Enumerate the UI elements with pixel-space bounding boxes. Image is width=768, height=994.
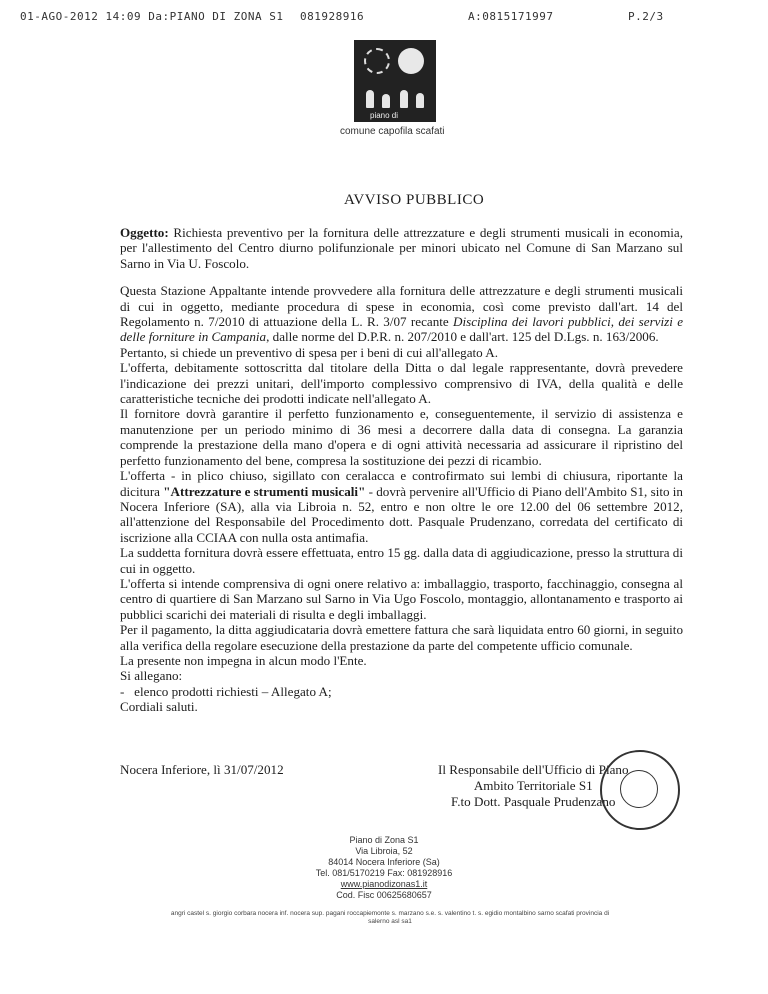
- envelope-label: "Attrezzature e strumenti musicali": [163, 483, 366, 499]
- paragraph-1-end: , dalle norme del D.P.R. n. 207/2010 e dall'art. 125 del D.Lgs. n. 163/2006.: [266, 329, 659, 345]
- footer-line: Tel. 081/5170219 Fax: 081928916: [315, 868, 453, 878]
- fax-from-number: 081928916: [300, 10, 365, 23]
- document-title: AVVISO PUBBLICO: [344, 192, 485, 208]
- paragraph-4: Il fornitore dovrà garantire il perfetto funzionamento e, conseguentemente, il servizio di assistenza e manutenzione per un periodo minimo di 36 mesi a decorrere dalla data di consegna. La garanzia comprende la prestazione della mano d'opera e di ogni attività necessaria ad assicurare il ripristino del perfetto funzionamento del bene, compresa la sostituzione dei pezzi di ricambio.: [120, 406, 683, 468]
- smiley-icon: [398, 48, 424, 74]
- subject-paragraph: [120, 225, 683, 271]
- piano-di-zona-logo: [354, 40, 436, 122]
- paragraph-5: [120, 468, 683, 545]
- fax-to-number: A:0815171997: [468, 10, 554, 23]
- document-body: [120, 225, 683, 715]
- paragraph-5-text: L'offerta - in plico chiuso, sigillato con ceralacca e controfirmato sui lembi di chiusura, riportante la dicitura: [120, 468, 683, 499]
- fax-page: P.2/3: [628, 10, 664, 23]
- signer-name: F.to Dott. Pasquale Prudenzano: [451, 794, 616, 809]
- footer-line: Cod. Fisc 00625680657: [336, 890, 432, 900]
- subject-label: Oggetto:: [120, 225, 169, 240]
- signer-role: Il Responsabile dell'Ufficio di Piano: [438, 762, 629, 777]
- paragraph-6: La suddetta fornitura dovrà essere effettuata, entro 15 gg. dalla data di aggiudicazione, presso la struttura di cui in oggetto.: [120, 545, 683, 576]
- official-stamp: [600, 750, 680, 830]
- place-date: Nocera Inferiore, lì 31/07/2012: [120, 762, 284, 777]
- footer-line: Via Libroia, 52: [355, 846, 413, 856]
- paragraph-7: L'offerta si intende comprensiva di ogni onere relativo a: imballaggio, trasporto, facchinaggio, consegna al centro di quartiere di San Marzano sul Sarno in Via Ugo Foscolo, montaggio, allontanamento e trasporto ai pubblici scarichi dei materiali di risulta e degli imballaggi.: [120, 575, 683, 622]
- paragraph-3: L'offerta, debitamente sottoscritta dal titolare della Ditta o dal legale rappresentante, dovrà prevedere l'indicazione dei prezzi unitari, dell'importo complessivo comprensivo di IVA, della qualità e delle caratteristiche tecniche dei prodotti indicate nell'allegato A.: [120, 360, 683, 407]
- paragraph-10: Si allegano:: [120, 668, 183, 684]
- attachment-item: - elenco prodotti richiesti – Allegato A;: [120, 683, 332, 699]
- footer-website: www.pianodizonas1.it: [340, 879, 428, 889]
- stamp-emblem-icon: [620, 770, 658, 808]
- footer-line: 84014 Nocera Inferiore (Sa): [328, 857, 440, 867]
- footer-municipalities: [100, 910, 680, 926]
- paragraph-8: Per il pagamento, la ditta aggiudicataria dovrà emettere fattura che sarà liquidata entro 60 giorni, in seguito alla verifica della regolare esecuzione della prestazione da parte del competente ufficio comunale.: [120, 622, 683, 653]
- sun-icon: [364, 48, 390, 74]
- paragraph-1-text: Questa Stazione Appaltante intende provvedere alla fornitura delle attrezzature e degli strumenti musicali di cui in oggetto, mediante procedura di spese in economia, così come previsto dall'art. 14 del Regolamento n. 7/2010 di attuazione della L. R. 3/07 recante: [120, 283, 683, 330]
- paragraph-1: [120, 283, 683, 345]
- municipalities-line: angri castel s. giorgio corbara nocera inf. nocera sup. pagani roccapiemonte s. marzano s.e. s. valentino t. s. egidio montalbino sarno scafati provincia di: [170, 910, 610, 917]
- municipalities-line: salerno asl sa1: [368, 918, 412, 925]
- logo-caption: comune capofila scafati: [340, 126, 445, 137]
- fax-datetime: 01-AGO-2012 14:09 Da:PIANO DI ZONA S1: [20, 10, 284, 23]
- footer-address: [0, 835, 768, 901]
- law-title: Disciplina dei lavori pubblici, dei servizi e delle forniture in Campania: [120, 314, 684, 345]
- logo-text: piano di: [370, 111, 399, 120]
- subject-text: Richiesta preventivo per la fornitura delle attrezzature e degli strumenti musicali in economia, per l'allestimento del Centro diurno polifunzionale per minori ubicato nel Comune di San Marzano sul Sarno in Via U. Foscolo.: [120, 225, 683, 271]
- closing: Cordiali saluti.: [120, 699, 198, 715]
- paragraph-9: La presente non impegna in alcun modo l'Ente.: [120, 652, 367, 668]
- signer-office: Ambito Territoriale S1: [473, 778, 593, 793]
- footer-line: Piano di Zona S1: [349, 835, 419, 845]
- paragraph-2: Pertanto, si chiede un preventivo di spesa per i beni di cui all'allegato A.: [120, 344, 498, 360]
- paragraph-5-end: - dovrà pervenire all'Ufficio di Piano dell'Ambito S1, sito in Nocera Inferiore (SA), alla via Libroia n. 52, entro e non oltre le ore 12.00 del 06 settembre 2012, all'attenzione del Responsabile del Procedimento dott. Pasquale Prudenzano, corredata del certificato di iscrizione alla CCIAA con nulla osta antimafia.: [120, 483, 683, 545]
- children-icon: [362, 84, 428, 108]
